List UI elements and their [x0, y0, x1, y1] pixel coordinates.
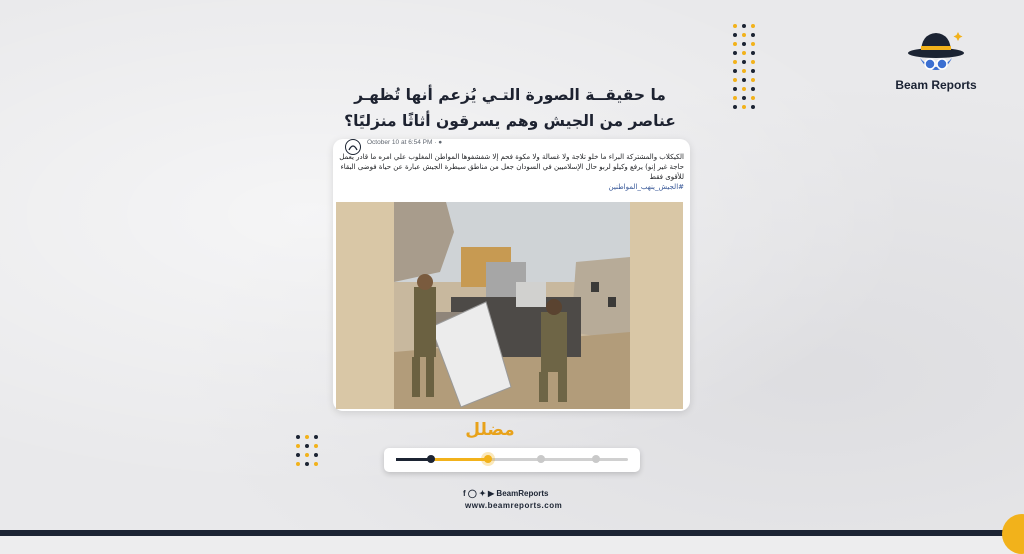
dot-grid-top	[733, 24, 755, 109]
scale-knob-3	[537, 455, 545, 463]
brand-logo	[893, 26, 979, 98]
post-hashtag[interactable]: #الجيش_ينهب_المواطنين	[608, 183, 684, 191]
dot-grid-bottom	[296, 435, 318, 466]
scale-knob-2	[484, 455, 492, 463]
social-links	[463, 489, 548, 498]
facebook-icon[interactable]: f	[463, 489, 466, 498]
post-body-text: الكيكلاب والمشتركة البراء ما خلو تلاجة ولا غسالة ولا مكوة فحم إلا شفشفوها المواطن المغلوب علي امره ما قادر يعمل حاجة غير إنو) يرفع وكيلو لربو حال الإسلاميين في السودان جعل من مناطق سيطرة الجيش عبارة عن حياة فوضى البقاء للأقوى فقط	[339, 153, 684, 181]
verdict-label: مضلل	[465, 420, 515, 440]
post-date: October 10 at 6:54 PM · ●	[367, 139, 443, 146]
social-handle: BeamReports	[496, 489, 549, 498]
instagram-icon[interactable]: ◯	[467, 489, 477, 498]
scale-knob-4	[592, 455, 600, 463]
brand-name: Beam Reports	[895, 78, 977, 92]
post-photo	[336, 202, 683, 409]
scale-knob-1	[427, 455, 435, 463]
youtube-icon[interactable]: ▶	[488, 489, 495, 498]
globe-icon: ●	[438, 139, 443, 146]
twitter-icon[interactable]: ✦	[479, 489, 486, 498]
website-link[interactable]: www.beamreports.com	[465, 501, 563, 510]
headline: ما حقيقــة الصورة التـي يُزعم أنها تُظهـر عناصر من الجيش وهم يسرقون أثاثًا منزليًا؟	[344, 86, 676, 130]
scale-fill-yellow	[431, 458, 488, 461]
post-text	[338, 152, 684, 192]
photo-soldiers-truck-icon	[336, 202, 683, 409]
bottom-bar	[0, 530, 1024, 536]
verdict-scale	[384, 448, 640, 472]
detective-hat-icon	[906, 26, 966, 76]
